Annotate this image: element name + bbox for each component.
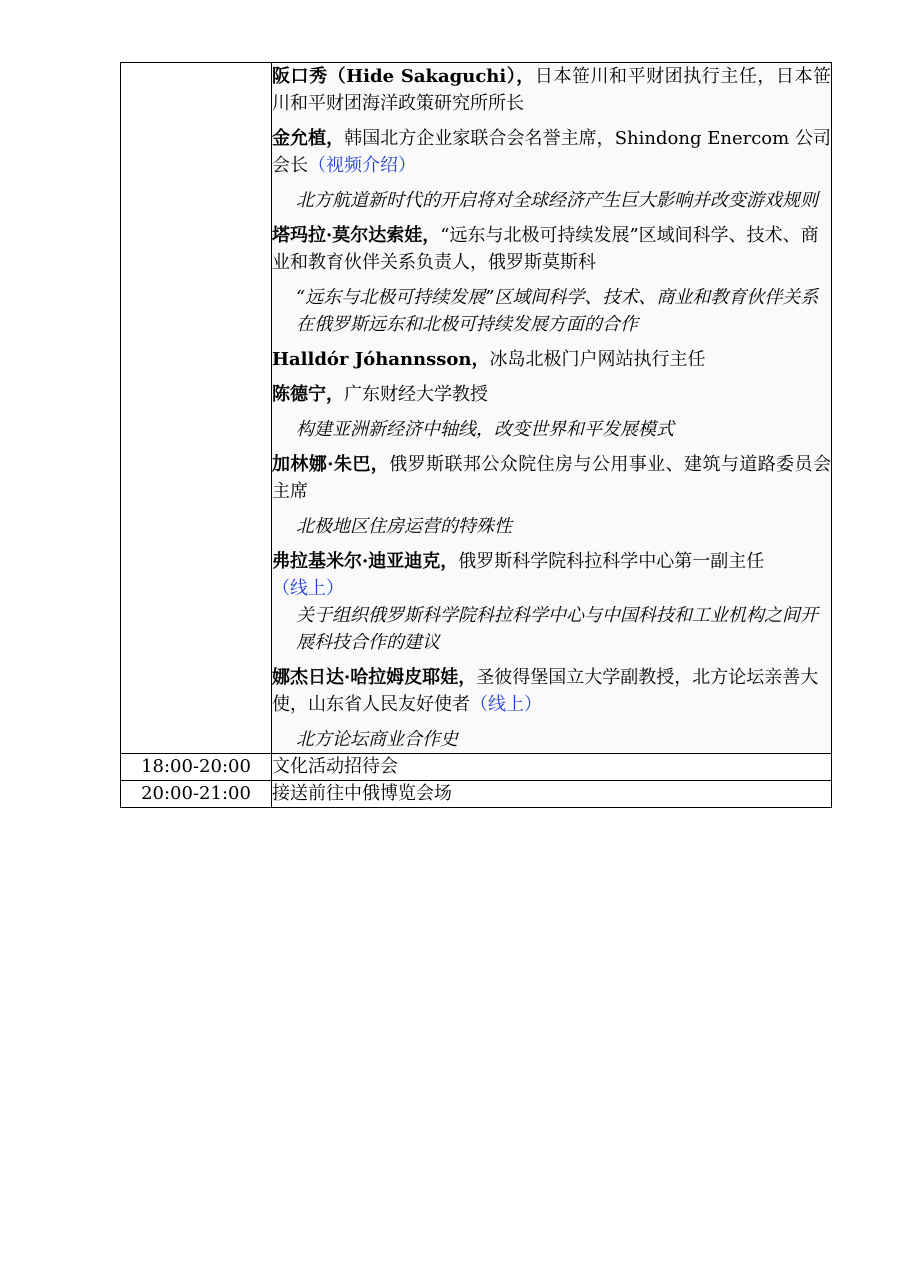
agenda-row [121, 781, 832, 808]
online-link[interactable]: （线上） [272, 578, 344, 599]
speech-topic: 北方航道新时代的开启将对全球经济产生巨大影响并改变游戏规则 [296, 190, 818, 211]
speaker-name: 弗拉基米尔·迪亚迪克， [272, 551, 459, 572]
speaker-desc: “远东与北极可持续发展”区域间科学、技术、商业和教育伙伴关系负责人，俄罗斯莫斯科 [272, 225, 819, 273]
session-row [121, 63, 832, 754]
speaker-desc: 俄罗斯联邦公众院住房与公用事业、建筑与道路委员会主席 [272, 454, 831, 502]
time-cell: 18:00-20:00 [121, 754, 272, 781]
video-intro-link[interactable]: （视频介绍） [308, 155, 416, 176]
speaker-desc: 冰岛北极门户网站执行主任 [489, 349, 706, 370]
speaker-desc: 俄罗斯科学院科拉科学中心第一副主任 [458, 551, 765, 572]
speech-topic: 关于组织俄罗斯科学院科拉科学中心与中国科技和工业机构之间开展科技合作的建议 [296, 605, 818, 653]
agenda-row [121, 754, 832, 781]
speaker-name: Halldór Jóhannsson， [272, 349, 490, 370]
session-time-cell [121, 63, 272, 754]
online-link[interactable]: （线上） [470, 694, 542, 715]
speech-topic: “远东与北极可持续发展”区域间科学、技术、商业和教育伙伴关系在俄罗斯远东和北极可持续发展方面的合作 [296, 287, 819, 335]
speaker-entry [272, 451, 831, 505]
speaker-entry [272, 222, 831, 276]
speaker-entry [272, 346, 831, 373]
speaker-desc: 广东财经大学教授 [344, 384, 488, 405]
speaker-entry [272, 548, 831, 602]
speaker-name: 塔玛拉·莫尔达索娃， [272, 225, 441, 246]
event-cell: 接送前往中俄博览会场 [272, 781, 832, 808]
speaker-desc: 韩国北方企业家联合会名誉主席，Shindong Enercom 公司会长 [272, 128, 831, 176]
speaker-desc: 日本笹川和平财团执行主任，日本笹川和平财团海洋政策研究所所长 [272, 66, 831, 114]
time-cell: 20:00-21:00 [121, 781, 272, 808]
event-cell: 文化活动招待会 [272, 754, 832, 781]
speaker-name: 娜杰日达·哈拉姆皮耶娃， [272, 667, 477, 688]
speaker-name: 加林娜·朱巴， [272, 454, 390, 475]
speech-topic: 构建亚洲新经济中轴线，改变世界和平发展模式 [296, 419, 674, 440]
speaker-name: 陈德宁， [272, 384, 344, 405]
agenda-table [120, 62, 832, 808]
speech-topic: 北极地区住房运营的特殊性 [296, 516, 512, 537]
speaker-entry [272, 63, 831, 117]
speech-topic: 北方论坛商业合作史 [296, 729, 458, 750]
speaker-name: 阪口秀（Hide Sakaguchi）， [272, 66, 535, 87]
session-content-cell [272, 63, 832, 754]
speaker-desc: 圣彼得堡国立大学副教授，北方论坛亲善大使，山东省人民友好使者 [272, 667, 819, 715]
speaker-entry [272, 664, 831, 718]
speaker-name: 金允植， [272, 128, 345, 149]
speaker-entry [272, 381, 831, 408]
speaker-entry [272, 125, 831, 179]
